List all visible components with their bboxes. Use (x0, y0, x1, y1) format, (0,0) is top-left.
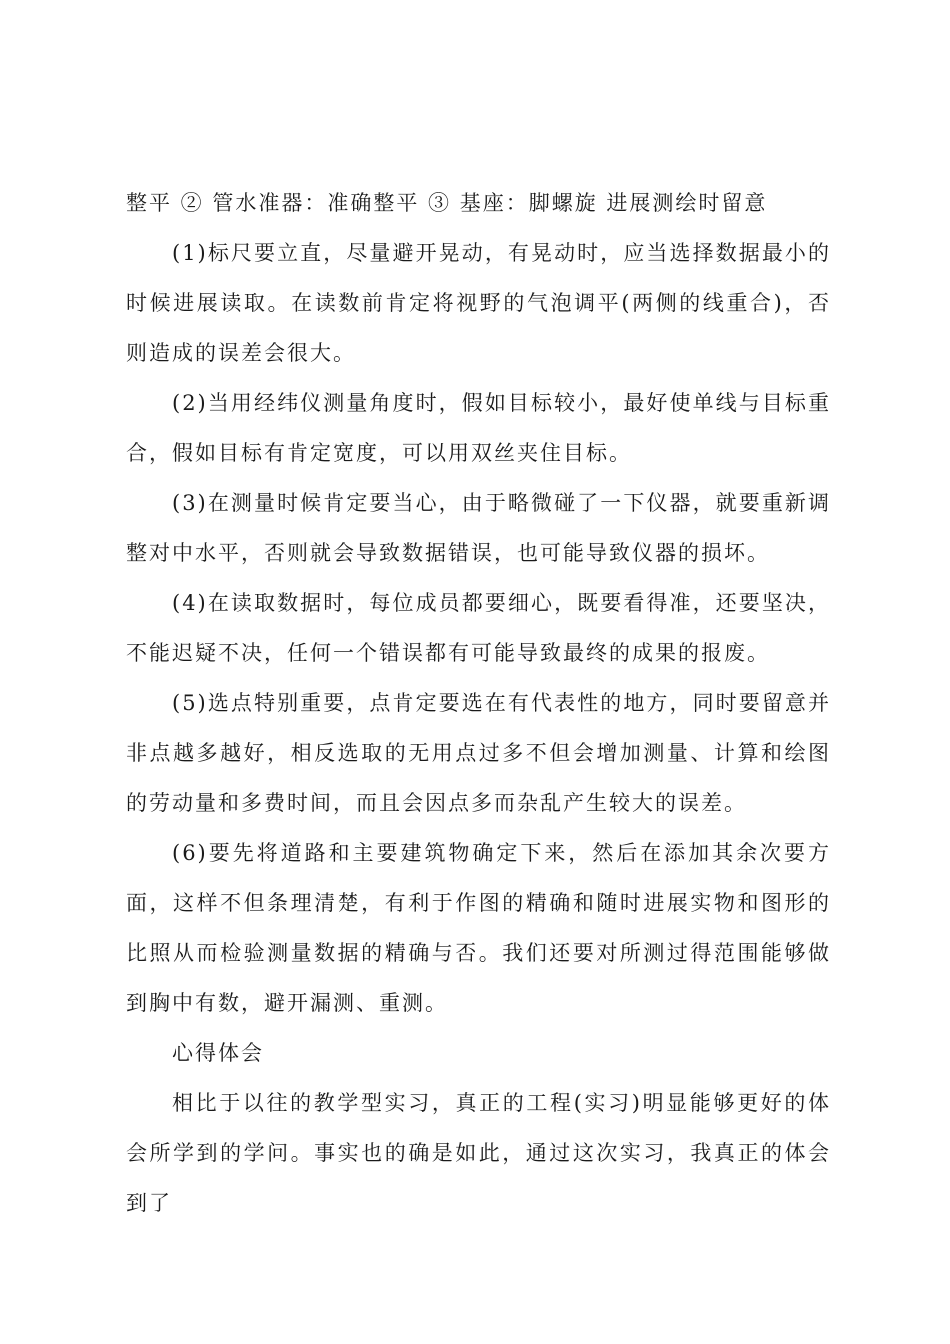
paragraph-note-6: (6)要先将道路和主要建筑物确定下来，然后在添加其余次要方面，这样不但条理清楚，有利于作图的精确和随时进展实物和图形的比照从而检验测量数据的精确与否。我们还要对所测过得范围能够做到胸中有数，避开漏测、重测。 (126, 841, 831, 1015)
paragraph-note-5: (5)选点特别重要，点肯定要选在有代表性的地方，同时要留意并非点越多越好，相反选取的无用点过多不但会增加测量、计算和绘图的劳动量和多费时间，而且会因点多而杂乱产生较大的误差。 (126, 691, 831, 815)
paragraph-note-2: (2)当用经纬仪测量角度时，假如目标较小，最好使单线与目标重合，假如目标有肯定宽度，可以用双丝夹住目标。 (126, 391, 831, 465)
paragraph-note-3: (3)在测量时候肯定要当心，由于略微碰了一下仪器，就要重新调整对中水平，否则就会导致数据错误，也可能导致仪器的损坏。 (126, 491, 831, 565)
paragraph-reflections: 相比于以往的教学型实习，真正的工程(实习)明显能够更好的体会所学到的学问。事实也的确是如此，通过这次实习，我真正的体会到了 (126, 1091, 831, 1215)
section-heading-reflections: 心得体会 (172, 1041, 264, 1065)
paragraph-leveling-continued: 整平 ② 管水准器：准确整平 ③ 基座：脚螺旋 进展测绘时留意 (126, 191, 768, 215)
paragraph-note-4: (4)在读取数据时，每位成员都要细心，既要看得准，还要坚决，不能迟疑不决，任何一个错误都有可能导致最终的成果的报废。 (126, 591, 831, 665)
body-text (126, 178, 831, 1228)
paragraph-note-1: (1)标尺要立直，尽量避开晃动，有晃动时，应当选择数据最小的时候进展读取。在读数前肯定将视野的气泡调平(两侧的线重合)，否则造成的误差会很大。 (126, 241, 831, 365)
